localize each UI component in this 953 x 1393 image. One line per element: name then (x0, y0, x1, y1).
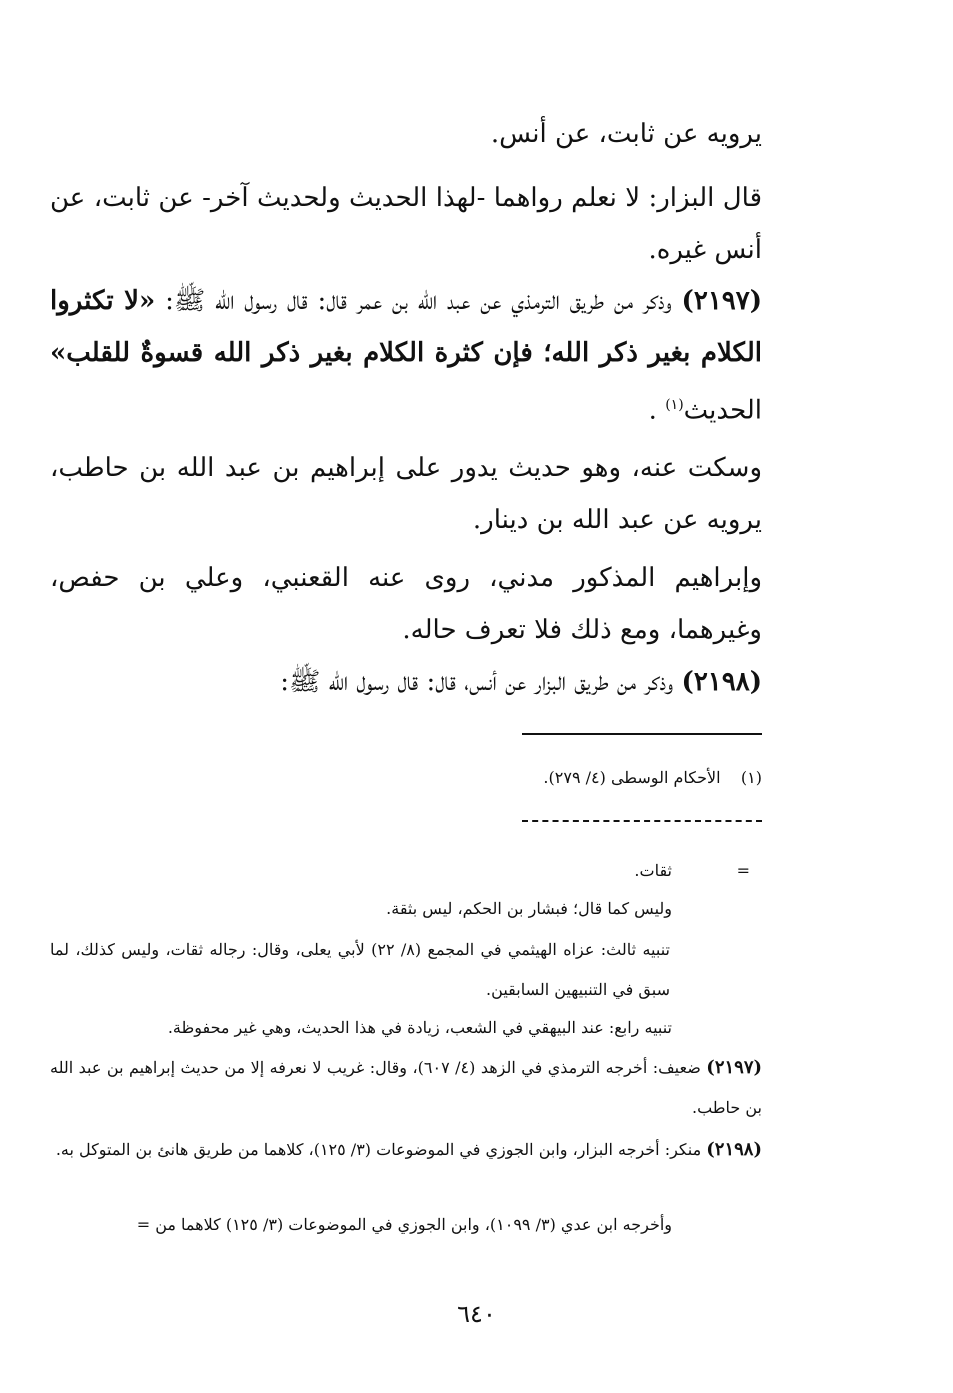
footnote-text: الأحكام الوسطى (٤/ ٢٧٩). (543, 768, 721, 787)
note-3-text: تنبيه ثالث: عزاه الهيثمي في المجمع (٨/ ٢٢) لأبي يعلى، وقال: رجاله ثقات، وليس كذلك، لما سبق في التنبيهين السابقين. (50, 940, 670, 999)
hadith-quote: «لا تكثروا الكلام بغير ذكر الله؛ فإن كثرة الكلام بغير ذكر الله قسوةٌ للقلب» (50, 286, 762, 368)
note-4 (168, 1015, 672, 1041)
paragraph-4-text: وسكت عنه، وهو حديث يدور على إبراهيم بن عبد الله بن حاطب، يرويه عن عبد الله بن دينار. (50, 453, 762, 535)
hadith-intro: وذكر من طريق الترمذي عن عبد الله بن عمر قال: قال رسول الله ﷺ: (165, 286, 672, 316)
note-6 (50, 1130, 762, 1170)
paragraph-2 (50, 172, 762, 276)
paragraph-6-text: وذكر من طريق البزار عن أنس، قال: قال رسول الله ﷺ: (280, 667, 674, 697)
footnote-1 (543, 765, 762, 791)
note-6-number: (٢١٩٨) (706, 1139, 762, 1160)
hadith-end: . (648, 395, 657, 426)
note-3 (50, 930, 670, 1010)
note-1 (634, 858, 672, 884)
continuation-mark: = (736, 861, 750, 880)
paragraph-4 (50, 442, 762, 546)
paragraph-hadith-2198 (50, 656, 762, 708)
note-7-text: وأخرجه ابن عدي (٣/ ١٠٩٩)، وابن الجوزي في الموضوعات (٣/ ١٢٥) كلاهما من (155, 1215, 672, 1234)
note-7 (30, 1212, 672, 1238)
footnote-separator (522, 733, 762, 735)
note-5 (50, 1048, 762, 1128)
note-6-text: منكر: أخرجه البزار، وابن الجوزي في الموضوعات (٣/ ١٢٥)، كلاهما من طريق هانئ بن المتوكل به. (55, 1140, 702, 1159)
notes-separator (522, 820, 762, 822)
note-5-number: (٢١٩٧) (706, 1057, 763, 1078)
page-number: ٦٤٠ (457, 1300, 496, 1328)
paragraph-5 (50, 552, 762, 656)
hadith-suffix: الحديث (683, 395, 762, 426)
note-2 (386, 896, 672, 922)
continuation-mark: = (136, 1215, 151, 1234)
paragraph-1-text: يرويه عن ثابت، عن أنس. (490, 119, 762, 149)
note-2-text: وليس كما قال؛ فبشار بن الحكم، ليس بثقة. (386, 899, 672, 918)
note-5-text: ضعيف: أخرجه الترمذي في الزهد (٤/ ٦٠٧)، وقال: غريب لا نعرفه إلا من حديث إبراهيم بن عبد الله بن حاطب. (50, 1058, 762, 1117)
paragraph-2-text: قال البزار: لا نعلم رواهما -لهذا الحديث ولحديث آخر- عن ثابت، عن أنس غيره. (50, 183, 762, 265)
note-eq-mark (737, 858, 750, 884)
hadith-number: (٢١٩٧) (681, 286, 763, 316)
note-1-text: ثقات. (634, 861, 672, 880)
paragraph-1 (50, 108, 762, 160)
paragraph-hadith-2197 (50, 275, 762, 437)
paragraph-5-text: وإبراهيم المذكور مدني، روى عنه القعنبي، وعلي بن حفص، وغيرهما، ومع ذلك فلا تعرف حاله. (50, 563, 762, 645)
footnote-ref: (١) (665, 397, 684, 413)
footnote-mark: (١) (740, 768, 762, 787)
hadith-number: (٢١٩٨) (681, 667, 762, 697)
note-4-text: تنبيه رابع: عند البيهقي في الشعب، زيادة في هذا الحديث، وهي غير محفوظة. (167, 1018, 672, 1037)
